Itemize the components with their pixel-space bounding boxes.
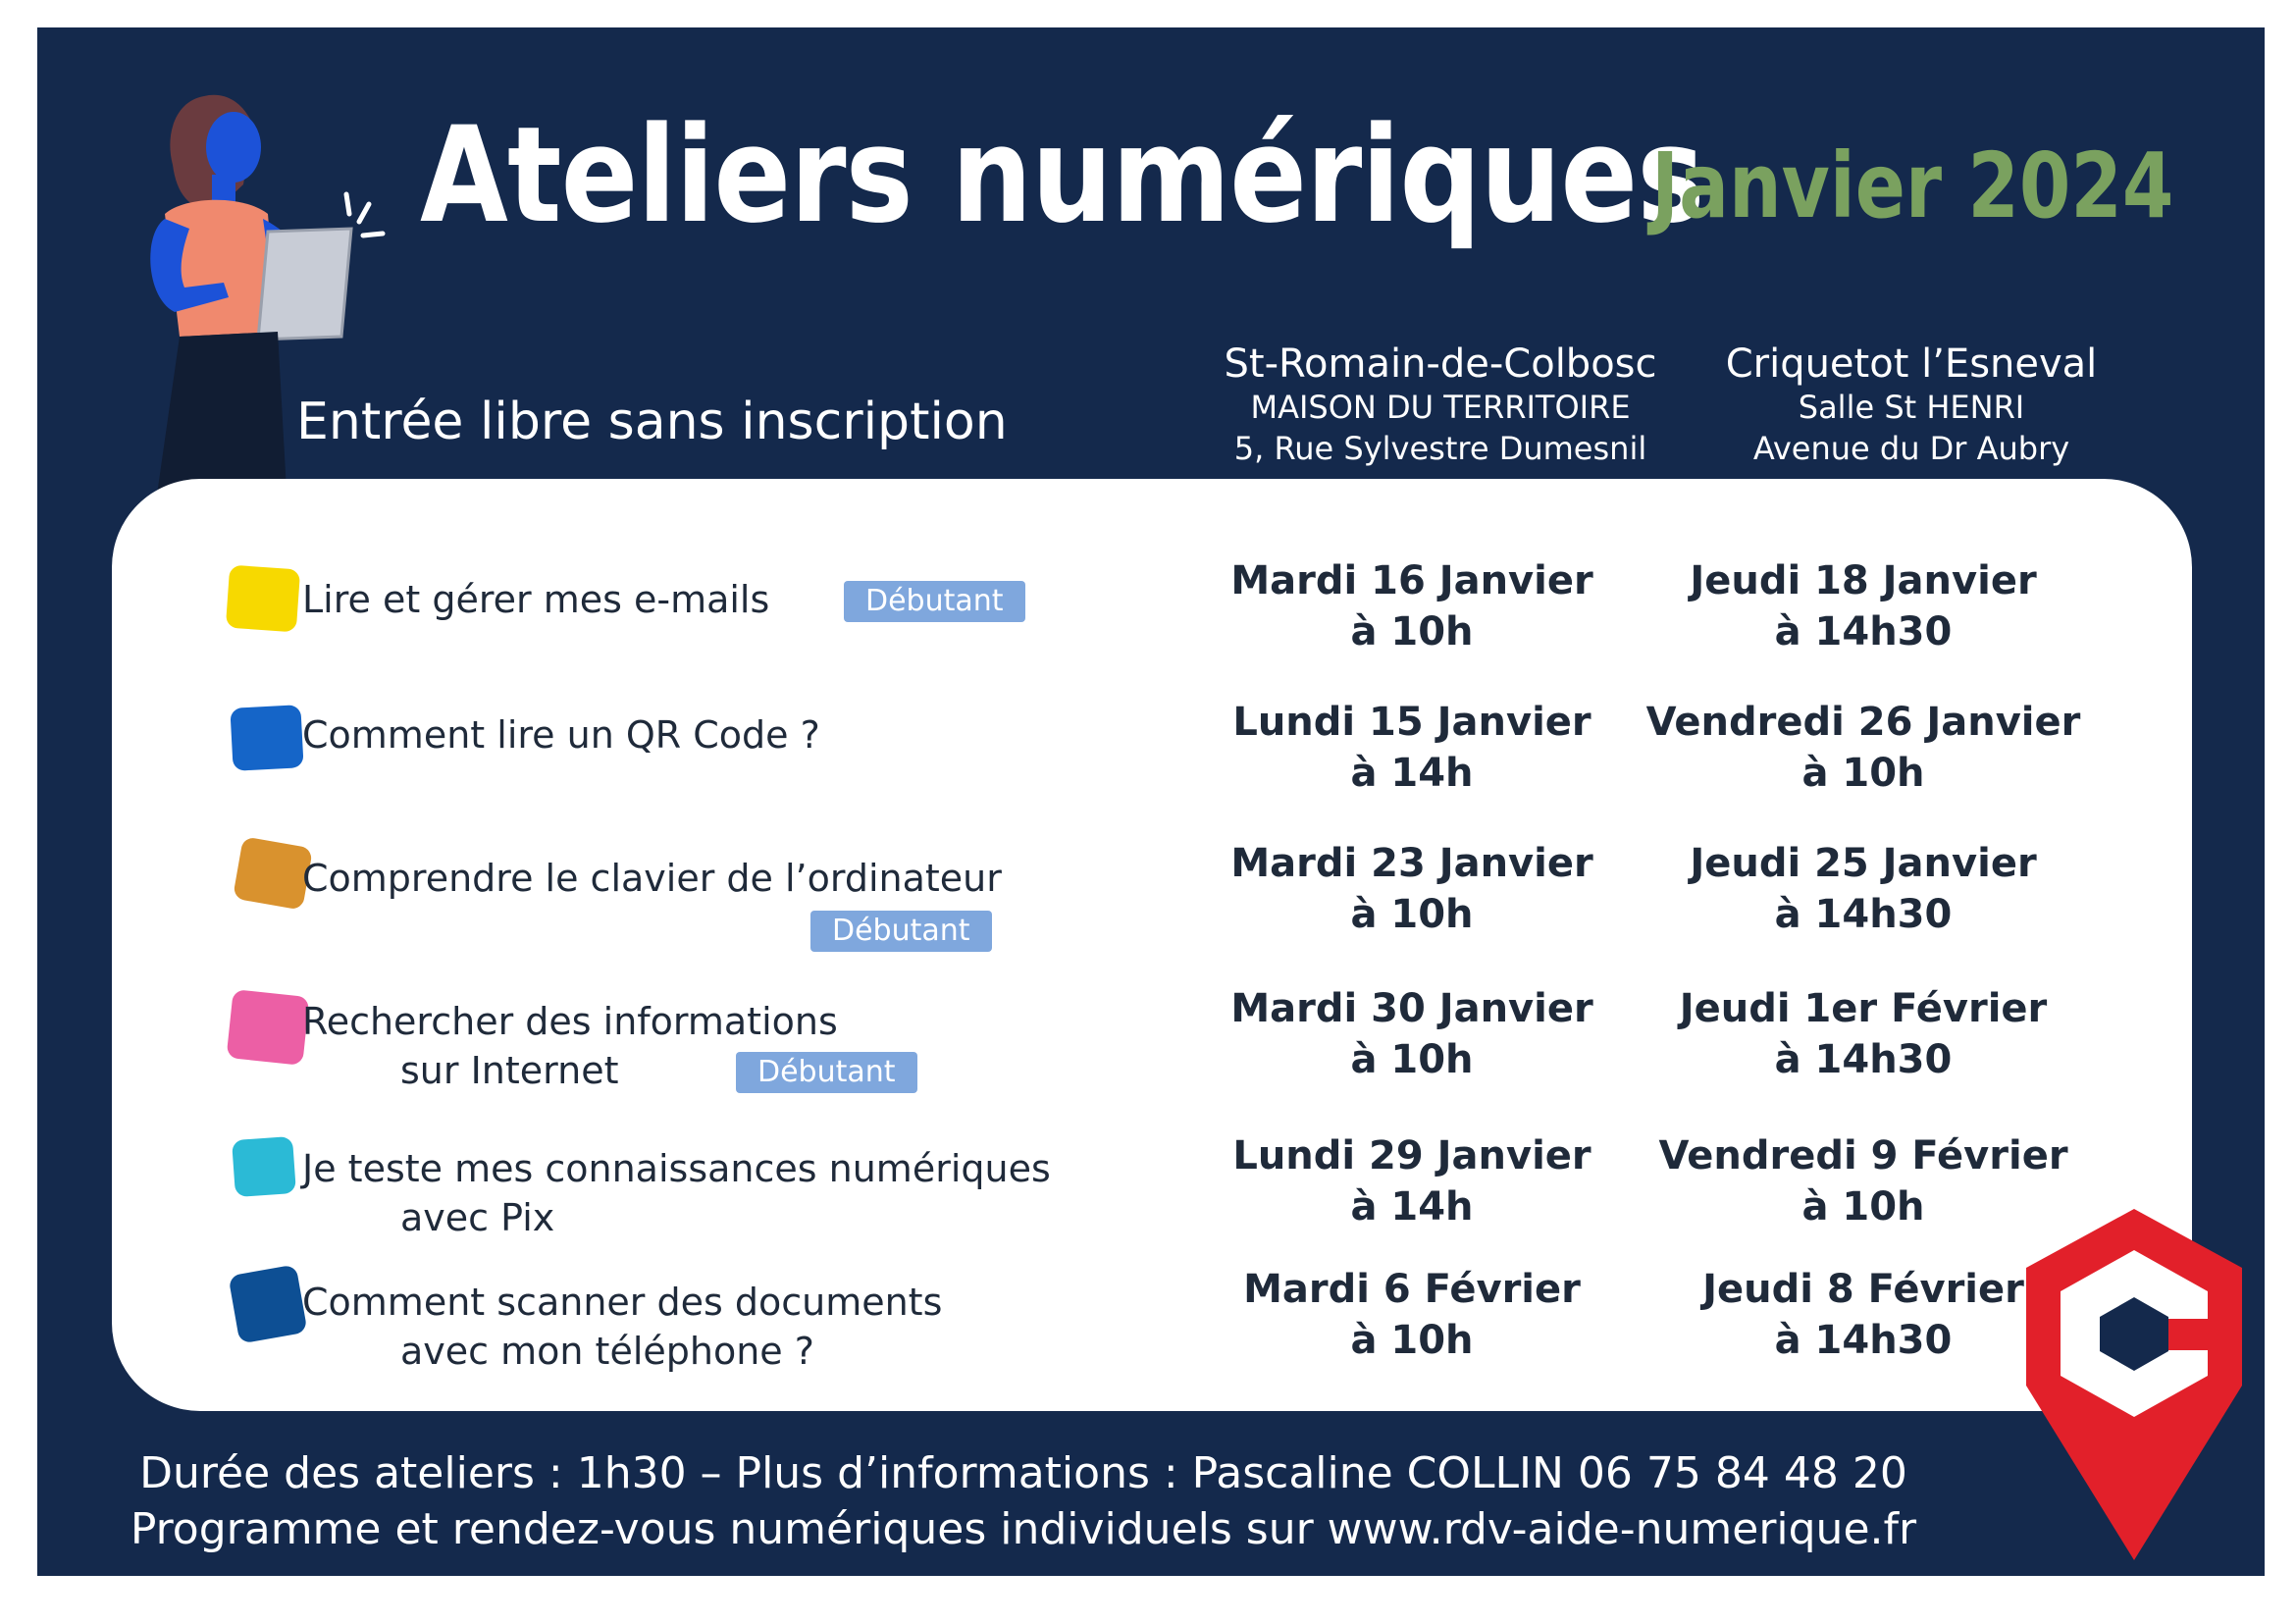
location-pin-logo-icon xyxy=(2021,1209,2247,1562)
date-time: à 14h30 xyxy=(1774,1037,1953,1082)
date-criquetot xyxy=(1638,555,2089,657)
workshop-title: Rechercher des informations xyxy=(302,1000,838,1043)
date-st-romain xyxy=(1186,983,1638,1085)
location-city: St-Romain-de-Colbosc xyxy=(1224,341,1657,387)
date-time: à 14h30 xyxy=(1774,892,1953,937)
date-time: à 10h xyxy=(1801,751,1925,796)
workshop-title-line2: avec Pix xyxy=(400,1196,555,1239)
location-address: Avenue du Dr Aubry xyxy=(1752,430,2070,467)
footer-duration-contact: Durée des ateliers : 1h30 – Plus d’informations : Pascaline COLLIN 06 75 84 48 20 xyxy=(139,1448,1907,1498)
navy-square-icon xyxy=(228,1264,307,1343)
workshop-row xyxy=(112,1130,2192,1258)
location-criquetot xyxy=(1656,341,2166,469)
location-venue: Salle St HENRI xyxy=(1798,389,2025,426)
date-st-romain xyxy=(1186,555,1638,657)
date-time: à 10h xyxy=(1350,609,1474,654)
workshop-title-line2: sur Internet xyxy=(400,1049,619,1092)
date-day: Mardi 6 Février xyxy=(1243,1267,1581,1312)
footer-website: Programme et rendez-vous numériques individuels sur www.rdv-aide-numerique.fr xyxy=(130,1504,1917,1554)
level-badge: Débutant xyxy=(736,1052,917,1093)
workshop-row xyxy=(112,555,2192,683)
date-day: Mardi 16 Janvier xyxy=(1230,558,1593,603)
date-time: à 10h xyxy=(1350,892,1474,937)
level-badge: Débutant xyxy=(810,911,992,952)
entry-info: Entrée libre sans inscription xyxy=(296,393,1008,451)
date-day: Lundi 29 Janvier xyxy=(1232,1133,1592,1178)
location-city: Criquetot l’Esneval xyxy=(1725,341,2098,387)
date-time: à 10h xyxy=(1350,1037,1474,1082)
date-day: Jeudi 18 Janvier xyxy=(1690,558,2037,603)
pink-square-icon xyxy=(227,989,310,1066)
date-day: Jeudi 1er Février xyxy=(1679,986,2048,1031)
date-criquetot xyxy=(1638,983,2089,1085)
date-st-romain xyxy=(1186,1264,1638,1366)
workshop-title: Lire et gérer mes e-mails xyxy=(302,578,770,621)
workshop-title: Je teste mes connaissances numériques xyxy=(302,1147,1051,1190)
date-criquetot xyxy=(1638,697,2089,799)
date-criquetot xyxy=(1638,838,2089,940)
date-time: à 14h xyxy=(1350,751,1474,796)
page-title: Ateliers numériques xyxy=(420,98,1704,252)
date-day: Lundi 15 Janvier xyxy=(1232,700,1592,745)
yellow-square-icon xyxy=(226,565,300,633)
month-label: Janvier 2024 xyxy=(1651,133,2174,238)
date-day: Mardi 23 Janvier xyxy=(1230,841,1593,886)
poster xyxy=(37,27,2265,1576)
date-day: Jeudi 8 Février xyxy=(1702,1267,2024,1312)
location-venue: MAISON DU TERRITOIRE xyxy=(1250,389,1631,426)
blue-square-icon xyxy=(230,705,303,771)
date-st-romain xyxy=(1186,1130,1638,1232)
date-time: à 14h30 xyxy=(1774,609,1953,654)
date-time: à 14h xyxy=(1350,1184,1474,1230)
date-day: Vendredi 9 Février xyxy=(1658,1133,2068,1178)
cyan-square-icon xyxy=(232,1136,296,1197)
date-st-romain xyxy=(1186,838,1638,940)
level-badge: Débutant xyxy=(844,581,1025,622)
workshop-card xyxy=(112,479,2192,1411)
workshop-row xyxy=(112,697,2192,824)
date-time: à 14h30 xyxy=(1774,1318,1953,1363)
workshop-row xyxy=(112,1264,2192,1391)
date-day: Vendredi 26 Janvier xyxy=(1645,700,2081,745)
location-st-romain xyxy=(1185,341,1696,469)
date-time: à 10h xyxy=(1801,1184,1925,1230)
location-address: 5, Rue Sylvestre Dumesnil xyxy=(1233,430,1647,467)
workshop-row xyxy=(112,838,2192,966)
orange-square-icon xyxy=(233,836,313,911)
date-day: Jeudi 25 Janvier xyxy=(1690,841,2037,886)
workshop-row xyxy=(112,983,2192,1111)
date-st-romain xyxy=(1186,697,1638,799)
date-time: à 10h xyxy=(1350,1318,1474,1363)
workshop-title: Comment lire un QR Code ? xyxy=(302,713,820,757)
workshop-title-line2: avec mon téléphone ? xyxy=(400,1330,814,1373)
workshop-title: Comprendre le clavier de l’ordinateur xyxy=(302,857,1002,900)
date-day: Mardi 30 Janvier xyxy=(1230,986,1593,1031)
workshop-title: Comment scanner des documents xyxy=(302,1281,943,1324)
